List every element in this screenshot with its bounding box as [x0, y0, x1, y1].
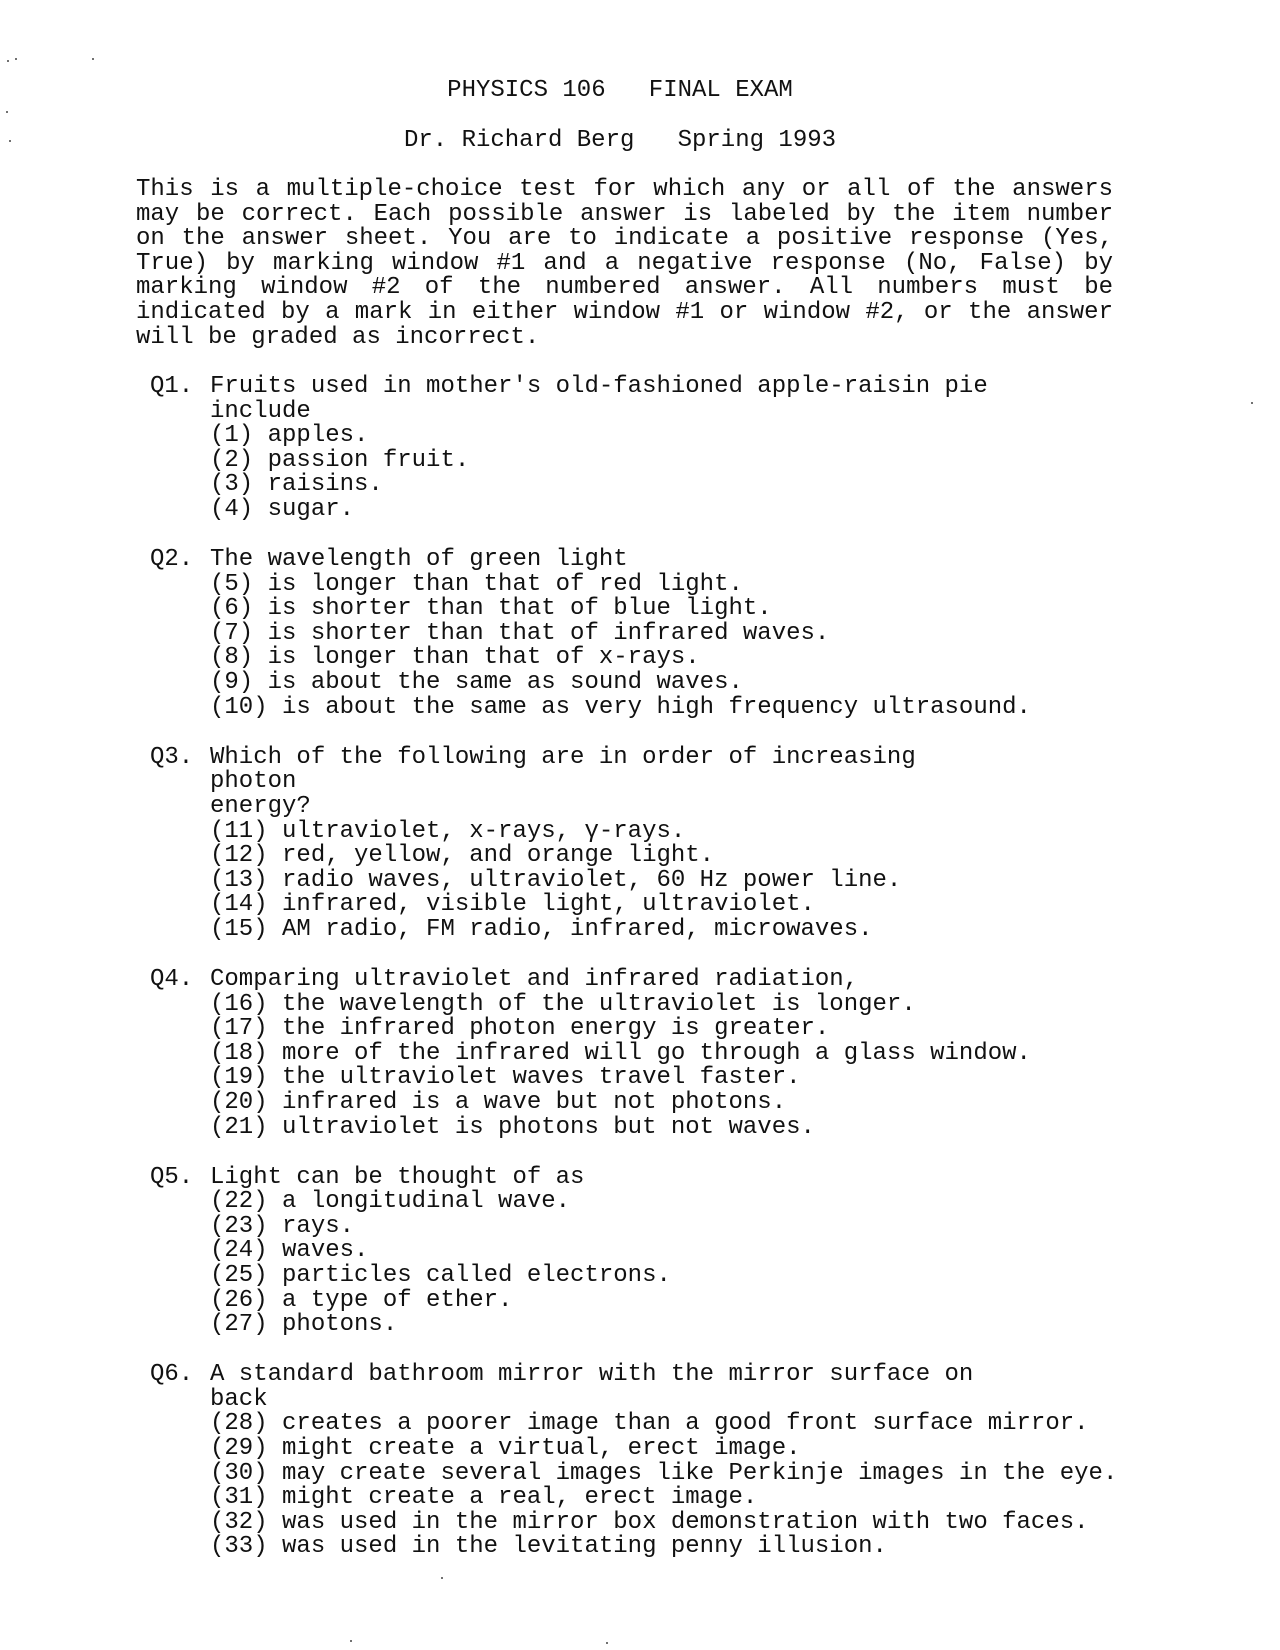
question-text: Comparing ultraviolet and infrared radiation,	[210, 965, 859, 993]
scan-speck	[441, 1577, 443, 1579]
answer-option: (13) radio waves, ultraviolet, 60 Hz power line.	[210, 866, 902, 894]
question-label: Q4.	[150, 965, 194, 993]
scan-speck	[606, 1642, 608, 1644]
scan-speck	[6, 111, 8, 113]
answer-option: (29) might create a virtual, erect image.	[210, 1435, 801, 1463]
question-text: Light can be thought of as	[210, 1163, 585, 1191]
exam-title: PHYSICS 106 FINAL EXAM	[447, 77, 793, 104]
question-text: Which of the following are in order of increasing photon energy?	[210, 743, 916, 820]
answer-option: (3) raisins.	[210, 471, 383, 499]
answer-option: (5) is longer than that of red light.	[210, 570, 743, 598]
answer-option: (9) is about the same as sound waves.	[210, 669, 743, 697]
option-list	[150, 1412, 1170, 1560]
answer-option: (32) was used in the mirror box demonstration with two faces.	[210, 1508, 1089, 1536]
answer-option: (26) a type of ether.	[210, 1286, 513, 1314]
option-list	[150, 990, 1170, 1141]
answer-option: (8) is longer than that of x-rays.	[210, 644, 700, 672]
option-list	[150, 570, 1170, 721]
question-label: Q2.	[150, 546, 194, 574]
question-3	[150, 743, 1170, 943]
question-6	[150, 1363, 1170, 1560]
scan-speck	[7, 60, 9, 62]
answer-option: (33) was used in the levitating penny illusion.	[210, 1533, 887, 1561]
answer-option: (20) infrared is a wave but not photons.	[210, 1088, 787, 1116]
answer-option: (17) the infrared photon energy is greater.	[210, 1015, 830, 1043]
question-label: Q3.	[150, 743, 194, 771]
answer-option: (30) may create several images like Perkinje images in the eye.	[210, 1459, 1118, 1487]
question-4	[150, 965, 1170, 1141]
answer-option: (21) ultraviolet is photons but not waves.	[210, 1113, 815, 1141]
question-2	[150, 548, 1170, 720]
answer-option: (16) the wavelength of the ultraviolet is longer.	[210, 990, 916, 1018]
answer-option: (2) passion fruit.	[210, 446, 470, 474]
answer-option: (31) might create a real, erect image.	[210, 1484, 758, 1512]
scan-speck	[92, 58, 94, 60]
answer-option: (6) is shorter than that of blue light.	[210, 595, 772, 623]
question-list	[150, 375, 1170, 1586]
question-label: Q5.	[150, 1163, 194, 1191]
question-label: Q1.	[150, 373, 194, 400]
scan-speck	[350, 1640, 352, 1642]
answer-option: (24) waves.	[210, 1237, 369, 1265]
answer-option: (28) creates a poorer image than a good front surface mirror.	[210, 1410, 1089, 1438]
answer-option: (22) a longitudinal wave.	[210, 1188, 571, 1216]
question-text: The wavelength of green light	[210, 546, 628, 574]
answer-option: (7) is shorter than that of infrared waves.	[210, 619, 830, 647]
question-text: Fruits used in mother's old-fashioned apple-raisin pie include	[210, 373, 988, 425]
answer-option: (11) ultraviolet, x-rays, γ-rays.	[210, 817, 686, 845]
option-list	[150, 424, 1170, 522]
answer-option: (23) rays.	[210, 1212, 355, 1240]
answer-option: (10) is about the same as very high frequency ultrasound.	[210, 693, 1031, 721]
answer-option: (27) photons.	[210, 1311, 398, 1339]
answer-option: (14) infrared, visible light, ultraviolet.	[210, 891, 815, 919]
question-text: A standard bathroom mirror with the mirror surface on back	[210, 1361, 988, 1413]
question-1	[150, 375, 1170, 523]
scan-speck	[15, 58, 17, 60]
answer-option: (1) apples.	[210, 422, 369, 450]
scan-speck	[1251, 402, 1253, 404]
option-list	[150, 1190, 1170, 1338]
option-list	[150, 817, 1170, 943]
exam-subtitle: Dr. Richard Berg Spring 1993	[403, 127, 837, 154]
question-5	[150, 1163, 1170, 1339]
answer-option: (12) red, yellow, and orange light.	[210, 842, 715, 870]
question-label: Q6.	[150, 1361, 194, 1389]
scan-speck	[9, 140, 11, 142]
answer-option: (25) particles called electrons.	[210, 1262, 671, 1289]
answer-option: (15) AM radio, FM radio, infrared, microwaves.	[210, 915, 873, 943]
answer-option: (4) sugar.	[210, 495, 355, 523]
answer-option: (19) the ultraviolet waves travel faster.	[210, 1064, 801, 1092]
instructions-paragraph: This is a multiple-choice test for which any or all of the answers may be correct. Each possible answer is labeled by the item number on the answer sheet. You are to indicate a positive response (Yes, True) by marking window #1 and a negative response (No, False) by marking window #2 of the numbered answer. All numbers must be indicated by a mark in either window #1 or window #2, or the answer will be graded as incorrect.	[136, 176, 1113, 351]
answer-option: (18) more of the infrared will go through a glass window.	[210, 1039, 1031, 1067]
